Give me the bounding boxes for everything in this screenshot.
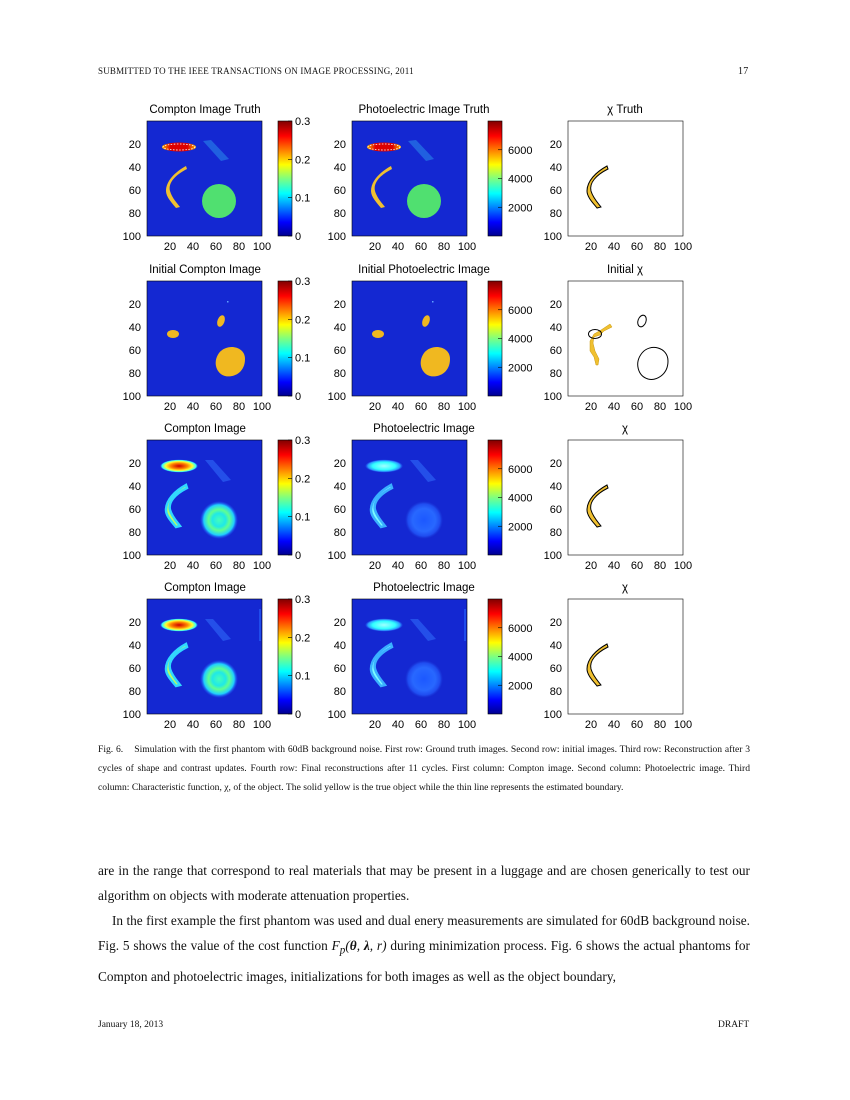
y-tick-label: 100	[122, 709, 141, 721]
y-tick-label: 60	[549, 504, 562, 516]
chi-panel	[568, 121, 683, 236]
y-tick-label: 80	[549, 208, 562, 220]
colorbar-label: 0.1	[295, 192, 311, 205]
panel-title: Initial Photoelectric Image	[358, 264, 490, 276]
x-tick-label: 60	[414, 401, 428, 413]
x-tick-label: 40	[607, 560, 621, 572]
panel-title: Photoelectric Image Truth	[358, 104, 490, 116]
noise-dot	[227, 301, 229, 303]
y-tick-label: 80	[128, 208, 141, 220]
colorbar-label: 2000	[508, 521, 533, 534]
x-tick-label: 100	[457, 241, 477, 253]
compton-panel	[123, 116, 311, 253]
y-tick-label: 80	[333, 208, 346, 220]
y-tick-label: 60	[128, 185, 141, 197]
panel-title: χ	[621, 582, 629, 594]
figure-row	[123, 264, 693, 413]
y-tick-label: 80	[128, 368, 141, 380]
x-tick-label: 100	[673, 401, 693, 413]
panel-title: Photoelectric Image	[373, 582, 475, 594]
colorbar-label: 0.1	[295, 670, 311, 683]
x-tick-label: 80	[232, 401, 246, 413]
x-tick-label: 40	[607, 401, 621, 413]
y-tick-label: 20	[549, 458, 562, 470]
body-paragraph-1: are in the range that correspond to real materials that may be present in a luggage and are chosen generically to test our algorithm on objects with moderate attenuation properties.	[98, 863, 750, 903]
x-tick-label: 80	[653, 401, 667, 413]
y-tick-label: 20	[333, 458, 346, 470]
x-tick-label: 40	[391, 241, 405, 253]
y-tick-label: 60	[333, 663, 346, 675]
x-tick-label: 20	[163, 560, 177, 572]
image-background	[352, 281, 467, 396]
y-tick-label: 80	[128, 686, 141, 698]
y-tick-label: 60	[128, 663, 141, 675]
y-tick-label: 80	[333, 527, 346, 539]
circle-reconstruction	[200, 660, 238, 698]
image-background	[352, 599, 467, 714]
x-tick-label: 60	[209, 401, 223, 413]
y-tick-label: 100	[543, 550, 562, 562]
x-tick-label: 60	[414, 560, 428, 572]
y-tick-label: 60	[549, 663, 562, 675]
x-tick-label: 80	[232, 719, 246, 731]
y-tick-label: 100	[327, 231, 346, 243]
colorbar-label: 2000	[508, 680, 533, 693]
y-tick-label: 80	[549, 368, 562, 380]
y-tick-label: 100	[327, 709, 346, 721]
y-tick-label: 40	[333, 481, 346, 493]
colorbar-label: 6000	[508, 622, 533, 635]
y-tick-label: 60	[333, 345, 346, 357]
y-tick-label: 20	[128, 139, 141, 151]
cost-function-formula: $F_p(\theta$, λ, r)	[331, 938, 387, 957]
noise-dot	[432, 301, 434, 303]
y-tick-label: 40	[128, 162, 141, 174]
x-tick-label: 40	[186, 719, 200, 731]
x-tick-label: 60	[209, 241, 223, 253]
colorbar	[278, 599, 292, 714]
colorbar-label: 0.2	[295, 154, 311, 167]
y-tick-label: 40	[549, 162, 562, 174]
y-tick-label: 60	[549, 185, 562, 197]
x-tick-label: 80	[437, 560, 451, 572]
x-tick-label: 60	[630, 560, 644, 572]
compton-panel	[123, 594, 311, 731]
x-tick-label: 20	[368, 719, 382, 731]
colorbar	[278, 440, 292, 555]
colorbar-label: 0	[295, 709, 302, 721]
colorbar-label: 0.1	[295, 352, 311, 365]
x-tick-label: 40	[607, 241, 621, 253]
x-tick-label: 20	[368, 560, 382, 572]
colorbar-label: 0.3	[295, 116, 311, 128]
chi-panel-group	[544, 440, 693, 572]
ellipse-object	[162, 143, 196, 152]
colorbar-label: 6000	[508, 463, 533, 476]
initial-blob-1	[167, 330, 179, 338]
chi-panel-group	[544, 121, 693, 253]
y-tick-label: 20	[549, 617, 562, 629]
circle-object	[407, 184, 441, 218]
x-tick-label: 40	[607, 719, 621, 731]
body-paragraph-2-part-b: during minimization process. Fig. 6 shows the actual phantoms for Compton and photoelectric images, initializations for both images as well as the object boundary,	[98, 938, 750, 984]
panel-title: Initial Compton Image	[149, 264, 261, 276]
x-tick-label: 80	[437, 241, 451, 253]
y-tick-label: 20	[549, 139, 562, 151]
y-tick-label: 80	[549, 527, 562, 539]
x-tick-label: 20	[163, 401, 177, 413]
colorbar-label: 4000	[508, 333, 533, 346]
image-background	[352, 440, 467, 555]
x-tick-label: 40	[186, 241, 200, 253]
footer-date: January 18, 2013	[98, 1020, 164, 1030]
compton-panel	[123, 435, 311, 572]
x-tick-label: 20	[584, 401, 598, 413]
figure-caption	[98, 740, 750, 797]
y-tick-label: 20	[333, 299, 346, 311]
x-tick-label: 20	[163, 241, 177, 253]
y-tick-label: 100	[543, 709, 562, 721]
circle-object	[202, 184, 236, 218]
x-tick-label: 100	[457, 719, 477, 731]
colorbar-label: 0.3	[295, 594, 311, 606]
colorbar-label: 0.3	[295, 435, 311, 447]
y-tick-label: 60	[333, 504, 346, 516]
colorbar-label: 0.2	[295, 314, 311, 327]
image-background	[147, 281, 262, 396]
y-tick-label: 60	[549, 345, 562, 357]
colorbar-label: 0	[295, 231, 302, 243]
photoelectric-panel	[328, 599, 533, 731]
x-tick-label: 20	[584, 719, 598, 731]
colorbar-label: 0	[295, 391, 302, 403]
y-tick-label: 40	[549, 640, 562, 652]
colorbar-label: 0.1	[295, 511, 311, 524]
x-tick-label: 100	[457, 560, 477, 572]
image-background	[147, 440, 262, 555]
x-tick-label: 80	[653, 719, 667, 731]
y-tick-label: 20	[128, 617, 141, 629]
x-tick-label: 60	[630, 719, 644, 731]
chi-panel-group	[544, 281, 693, 413]
panel-title: χ	[621, 423, 629, 435]
y-tick-label: 40	[333, 162, 346, 174]
y-tick-label: 60	[333, 185, 346, 197]
x-tick-label: 60	[630, 401, 644, 413]
y-tick-label: 100	[543, 391, 562, 403]
compton-panel	[123, 276, 311, 413]
x-tick-label: 60	[414, 241, 428, 253]
panel-title: Compton Image	[164, 582, 246, 594]
y-tick-label: 100	[543, 231, 562, 243]
y-tick-label: 40	[128, 322, 141, 334]
x-tick-label: 80	[653, 560, 667, 572]
x-tick-label: 100	[673, 560, 693, 572]
y-tick-label: 20	[128, 458, 141, 470]
x-tick-label: 100	[252, 719, 272, 731]
footer-draft: DRAFT	[718, 1020, 750, 1030]
y-tick-label: 20	[549, 299, 562, 311]
chi-panel	[568, 281, 683, 396]
chi-panel	[568, 599, 683, 714]
ellipse-object	[367, 143, 401, 152]
chi-panel	[568, 440, 683, 555]
x-tick-label: 60	[414, 719, 428, 731]
ellipse-reconstruction	[160, 460, 198, 473]
image-background	[147, 121, 262, 236]
y-tick-label: 80	[333, 686, 346, 698]
y-tick-label: 100	[122, 391, 141, 403]
colorbar-label: 4000	[508, 492, 533, 505]
figure-row	[123, 423, 693, 572]
panel-title: χ Truth	[607, 104, 643, 116]
photoelectric-panel	[328, 281, 533, 413]
ellipse-reconstruction	[160, 619, 198, 632]
y-tick-label: 100	[122, 550, 141, 562]
x-tick-label: 80	[437, 719, 451, 731]
x-tick-label: 100	[252, 241, 272, 253]
y-tick-label: 40	[128, 481, 141, 493]
y-tick-label: 100	[122, 231, 141, 243]
image-background	[147, 599, 262, 714]
colorbar-label: 6000	[508, 144, 533, 157]
figure-row	[123, 582, 693, 731]
x-tick-label: 40	[391, 401, 405, 413]
panel-title: Photoelectric Image	[373, 423, 475, 435]
colorbar-label: 0.3	[295, 276, 311, 288]
image-background	[352, 121, 467, 236]
x-tick-label: 40	[391, 560, 405, 572]
x-tick-label: 60	[209, 560, 223, 572]
y-tick-label: 80	[333, 368, 346, 380]
caption-text: Simulation with the first phantom with 60dB background noise. First row: Ground truth images. Second row: initial images. Third row: Reconstruction after 3 cycles of shape and contrast updates. Fourth row: Final reconstructions after 11 cycles. First column: Compton image. Second column: Photoelectric image. Third column: Characteristic function, χ, of the object. The solid yellow is the true object while the thin line represents the estimated boundary.	[98, 744, 751, 793]
x-tick-label: 20	[163, 719, 177, 731]
colorbar-label: 2000	[508, 202, 533, 215]
x-tick-label: 40	[186, 401, 200, 413]
x-tick-label: 80	[437, 401, 451, 413]
circle-reconstruction	[200, 501, 238, 539]
x-tick-label: 100	[252, 560, 272, 572]
panel-title: Compton Image Truth	[149, 104, 261, 116]
y-tick-label: 20	[128, 299, 141, 311]
y-tick-label: 20	[333, 139, 346, 151]
ellipse-reconstruction	[365, 619, 403, 632]
colorbar	[278, 281, 292, 396]
colorbar-label: 6000	[508, 304, 533, 317]
page-number: 17	[738, 66, 749, 77]
y-tick-label: 40	[549, 481, 562, 493]
x-tick-label: 60	[630, 241, 644, 253]
panel-title: Compton Image	[164, 423, 246, 435]
figure-label: Fig. 6.	[98, 744, 124, 755]
colorbar-label: 2000	[508, 362, 533, 375]
body-paragraph-2-part-a: In the first example the first phantom was used and dual enery measurements are simulated for 60dB background noise. Fig. 5 shows the value of the cost function	[98, 913, 750, 953]
x-tick-label: 80	[653, 241, 667, 253]
chi-panel-group	[544, 599, 693, 731]
y-tick-label: 40	[549, 322, 562, 334]
y-tick-label: 80	[549, 686, 562, 698]
x-tick-label: 60	[209, 719, 223, 731]
y-tick-label: 40	[333, 640, 346, 652]
running-header: SUBMITTED TO THE IEEE TRANSACTIONS ON IMAGE PROCESSING, 2011	[98, 66, 414, 76]
y-tick-label: 60	[128, 504, 141, 516]
y-tick-label: 80	[128, 527, 141, 539]
x-tick-label: 100	[252, 401, 272, 413]
y-tick-label: 40	[128, 640, 141, 652]
y-tick-label: 20	[333, 617, 346, 629]
photoelectric-panel	[328, 440, 533, 572]
y-tick-label: 100	[327, 391, 346, 403]
body-paragraph-2	[98, 908, 750, 989]
x-tick-label: 100	[673, 241, 693, 253]
y-tick-label: 60	[128, 345, 141, 357]
colorbar-label: 4000	[508, 651, 533, 664]
x-tick-label: 100	[457, 401, 477, 413]
x-tick-label: 20	[368, 401, 382, 413]
x-tick-label: 80	[232, 241, 246, 253]
y-tick-label: 100	[327, 550, 346, 562]
initial-blob-1	[372, 330, 384, 338]
y-tick-label: 40	[333, 322, 346, 334]
x-tick-label: 20	[368, 241, 382, 253]
colorbar-label: 0	[295, 550, 302, 562]
x-tick-label: 20	[584, 241, 598, 253]
colorbar-label: 0.2	[295, 473, 311, 486]
x-tick-label: 80	[232, 560, 246, 572]
panel-title: Initial χ	[606, 264, 644, 276]
x-tick-label: 100	[673, 719, 693, 731]
colorbar-label: 0.2	[295, 632, 311, 645]
x-tick-label: 40	[391, 719, 405, 731]
x-tick-label: 40	[186, 560, 200, 572]
circle-reconstruction	[405, 660, 443, 698]
x-tick-label: 20	[584, 560, 598, 572]
photoelectric-panel	[328, 121, 533, 253]
circle-reconstruction	[405, 501, 443, 539]
ellipse-reconstruction	[365, 460, 403, 473]
colorbar	[278, 121, 292, 236]
figure-row	[123, 104, 693, 253]
colorbar-label: 4000	[508, 173, 533, 186]
